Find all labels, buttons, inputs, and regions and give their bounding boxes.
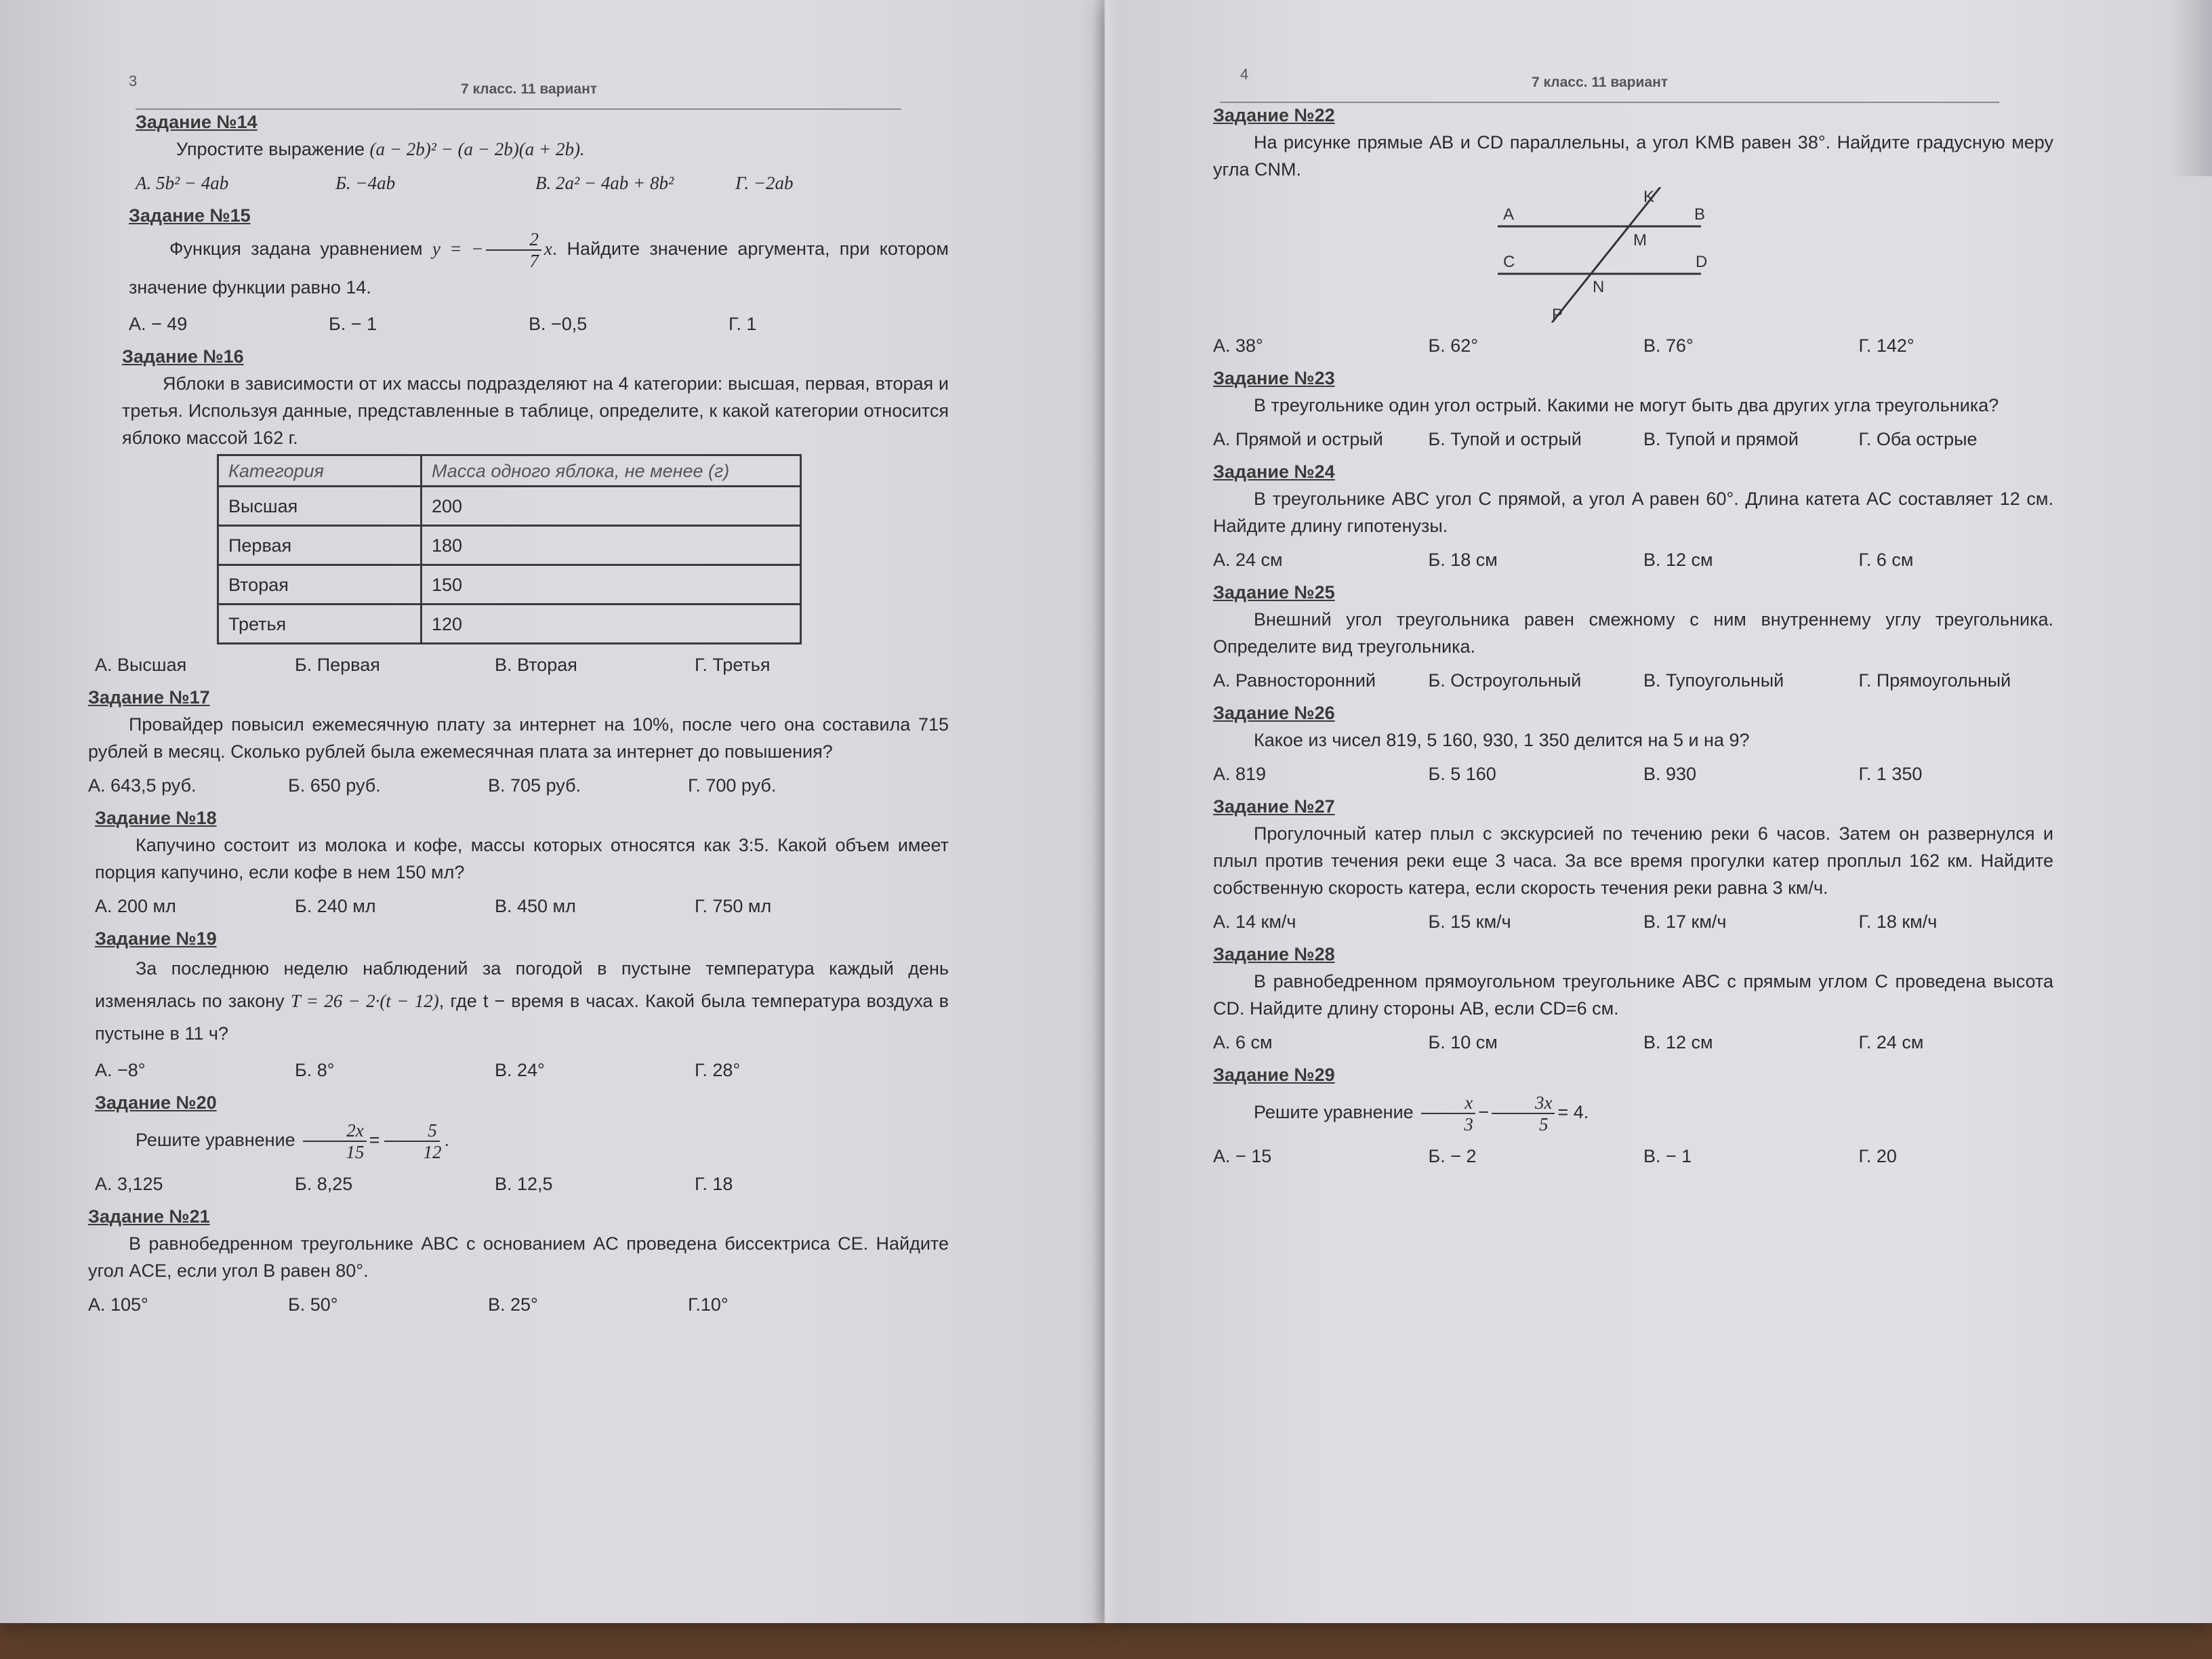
task-27 bbox=[1213, 793, 2053, 935]
answer-b: Б. 10 см bbox=[1428, 1032, 1498, 1052]
answer-c: В. 12 см bbox=[1643, 1032, 1713, 1052]
table-row bbox=[218, 487, 801, 526]
answer-c: В. 76° bbox=[1643, 335, 1694, 356]
fraction-numerator: 5 bbox=[384, 1120, 440, 1142]
page-4 bbox=[1213, 61, 2053, 1175]
task-text: Капучино состоит из молока и кофе, массы которых относятся как 3:5. Какой объем имеет порция капучино, если кофе в нем 150 мл? bbox=[95, 835, 949, 882]
label-m: M bbox=[1633, 231, 1647, 249]
answer-b: Б. 5 160 bbox=[1428, 764, 1496, 784]
task-24 bbox=[1213, 458, 2053, 573]
label-k: K bbox=[1643, 188, 1655, 206]
task-text: Внешний угол треугольника равен смежному с ним внутреннему углу треугольника. Определите вид треугольника. bbox=[1213, 609, 2053, 657]
task-title: Задание №24 bbox=[1213, 462, 1335, 482]
answer-d: Г. 142° bbox=[1858, 335, 1914, 356]
formula: T = 26 − 2·(t − 12) bbox=[290, 991, 439, 1011]
answer-c: В. 25° bbox=[488, 1294, 538, 1315]
task-21 bbox=[88, 1203, 949, 1318]
task-28 bbox=[1213, 941, 2053, 1056]
answer-d: Г. 28° bbox=[695, 1060, 741, 1080]
table-cell: Третья bbox=[218, 605, 422, 644]
answer-options bbox=[1213, 760, 2074, 787]
task-18 bbox=[95, 804, 949, 920]
task-text bbox=[95, 952, 949, 1050]
answer-b: Б. Остроугольный bbox=[1428, 670, 1582, 691]
task-16 bbox=[95, 343, 949, 678]
task-text: В треугольнике один угол острый. Какими не могут быть два других угла треугольника? bbox=[1254, 395, 1999, 415]
fraction-right bbox=[382, 1120, 441, 1162]
answer-d: Г. 750 мл bbox=[695, 896, 772, 916]
task-text: В равнобедренном прямоугольном треугольнике ABC с прямым углом C проведена высота CD. Найдите длину стороны AB, если CD=6 см. bbox=[1213, 971, 2053, 1019]
table-cell: Первая bbox=[218, 526, 422, 565]
task-text-prefix: Решите уравнение bbox=[136, 1130, 295, 1150]
answer-options bbox=[136, 169, 935, 197]
label-d: D bbox=[1696, 253, 1708, 271]
answer-options bbox=[95, 651, 895, 678]
task-20 bbox=[95, 1089, 949, 1197]
task-text: В треугольнике ABC угол C прямой, а угол A равен 60°. Длина катета AC составляет 12 см. Найдите длину гипотенузы. bbox=[1213, 489, 2053, 536]
fraction-denominator: 5 bbox=[1538, 1113, 1549, 1134]
answer-c: В. 24° bbox=[495, 1060, 545, 1080]
page-header bbox=[1213, 61, 2053, 102]
formula: (a − 2b)² − (a − 2b)(a + 2b). bbox=[369, 139, 585, 159]
table-cell: 150 bbox=[422, 565, 801, 605]
paper-fold-crease bbox=[1092, 0, 1117, 1623]
answer-options bbox=[129, 310, 928, 337]
task-title: Задание №23 bbox=[1213, 368, 1335, 388]
task-text: Какое из чисел 819, 5 160, 930, 1 350 делится на 5 и на 9? bbox=[1254, 730, 1750, 750]
fraction-numerator: 2x bbox=[303, 1120, 366, 1142]
answer-options bbox=[88, 1291, 888, 1318]
geometry-diagram bbox=[1498, 187, 1742, 323]
table-cell: Вторая bbox=[218, 565, 422, 605]
fraction-denominator: 3 bbox=[1464, 1113, 1473, 1134]
table-row bbox=[218, 565, 801, 605]
table-header-row bbox=[218, 455, 801, 487]
answer-d: Г. 18 км/ч bbox=[1858, 912, 1938, 932]
answer-c: В. 930 bbox=[1643, 764, 1697, 784]
task-title: Задание №27 bbox=[1213, 796, 1335, 817]
answer-b: Б. 650 руб. bbox=[288, 775, 381, 796]
answer-c: В. 17 км/ч bbox=[1643, 912, 1727, 932]
answer-c: В. 705 руб. bbox=[488, 775, 581, 796]
table-row bbox=[218, 526, 801, 565]
page-number: 4 bbox=[1240, 66, 1249, 83]
task-title: Задание №21 bbox=[88, 1206, 210, 1227]
task-text: Яблоки в зависимости от их массы подразделяют на 4 категории: высшая, первая, вторая и третья. Используя данные, представленные в таблице, определите, к какой категории относится яблоко массой 162 г. bbox=[122, 373, 949, 448]
answer-b: Б. 8° bbox=[295, 1060, 335, 1080]
task-text: Прогулочный катер плыл с экскурсией по течению реки 6 часов. Затем он развернулся и плыл против течения реки еще 3 часа. За все время прогулки катер проплыл 162 км. Найдите собственную скорость катера, если скорость течения реки равна 3 км/ч. bbox=[1213, 823, 2053, 898]
task-title: Задание №29 bbox=[1213, 1065, 1335, 1085]
fraction-numerator: 2 bbox=[486, 229, 541, 251]
task-17 bbox=[88, 684, 949, 799]
answer-a: А. 3,125 bbox=[95, 1174, 163, 1194]
answer-a: А. − 15 bbox=[1213, 1146, 1272, 1166]
task-text bbox=[95, 1116, 949, 1164]
answer-a: А. Высшая bbox=[95, 655, 187, 675]
answer-c: В. 12 см bbox=[1643, 550, 1713, 570]
answer-d: Г. 24 см bbox=[1858, 1032, 1924, 1052]
task-title: Задание №28 bbox=[1213, 944, 1335, 964]
answer-d: Г. Прямоугольный bbox=[1858, 670, 2011, 691]
task-text: В равнобедренном треугольнике ABC с основанием AC проведена биссектриса CE. Найдите угол ACE, если угол B равен 80°. bbox=[88, 1233, 949, 1281]
fraction-numerator: 3x bbox=[1492, 1092, 1555, 1114]
task-text-prefix: За последнюю неделю наблюдений за погодой в пустыне температура каждый день изменялась по закону bbox=[95, 958, 949, 1011]
equation-rhs: = 4 bbox=[1557, 1102, 1584, 1122]
answer-options bbox=[1213, 1029, 2074, 1056]
task-title: Задание №17 bbox=[88, 687, 210, 708]
sheet-shadow bbox=[2171, 0, 2212, 176]
answer-b: Б. Тупой и острый bbox=[1428, 429, 1582, 449]
task-text-suffix: , где t − время в часах. Какой была температура воздуха в пустыне в 11 ч? bbox=[95, 991, 949, 1044]
answer-options bbox=[95, 1170, 895, 1197]
page-header-title: 7 класс. 11 вариант bbox=[461, 81, 598, 97]
answer-c: В. Вторая bbox=[495, 655, 577, 675]
answer-d: Г.10° bbox=[688, 1294, 729, 1315]
answer-options bbox=[88, 772, 888, 799]
answer-d: Г. 1 350 bbox=[1858, 764, 1923, 784]
answer-options bbox=[1213, 1143, 2074, 1170]
answer-a: А. 24 см bbox=[1213, 550, 1283, 570]
answer-b: Б. 240 мл bbox=[295, 896, 376, 916]
answer-options bbox=[95, 893, 895, 920]
answer-b: Б. − 1 bbox=[329, 314, 377, 334]
task-text bbox=[129, 229, 949, 304]
answer-d: Г. 1 bbox=[729, 314, 757, 334]
answer-c: В. − 1 bbox=[1643, 1146, 1692, 1166]
task-title: Задание №20 bbox=[95, 1092, 217, 1113]
task-23 bbox=[1213, 365, 2053, 453]
answer-a: А. 643,5 руб. bbox=[88, 775, 197, 796]
task-text: Провайдер повысил ежемесячную плату за интернет на 10%, после чего она составила 715 рублей в месяц. Сколько рублей была ежемесячная плата за интернет до повышения? bbox=[88, 714, 949, 762]
task-text-prefix: Функция задана уравнением bbox=[169, 239, 423, 260]
label-a: A bbox=[1503, 205, 1515, 224]
minus-sign: − bbox=[1478, 1102, 1489, 1122]
fraction-denominator: 12 bbox=[423, 1141, 442, 1162]
answer-a: А. − 49 bbox=[129, 314, 188, 334]
table-cell: 120 bbox=[422, 605, 801, 644]
answer-b: Б. 62° bbox=[1428, 335, 1479, 356]
answer-d: Г. 700 руб. bbox=[688, 775, 777, 796]
task-text-suffix: . Найдите значение аргумента, при котором значение функции равно 14. bbox=[129, 239, 949, 298]
fraction-numerator: x bbox=[1421, 1092, 1475, 1114]
answer-c: В. 2a² − 4ab + 8b² bbox=[535, 173, 674, 193]
fraction bbox=[486, 229, 541, 271]
task-title: Задание №14 bbox=[136, 112, 258, 132]
answer-options bbox=[1213, 546, 2074, 573]
task-26 bbox=[1213, 699, 2053, 787]
answer-a: А. 105° bbox=[88, 1294, 148, 1315]
answer-b: Б. − 2 bbox=[1428, 1146, 1477, 1166]
answer-b: Б. 15 км/ч bbox=[1428, 912, 1511, 932]
answer-a: А. 38° bbox=[1213, 335, 1263, 356]
task-title: Задание №18 bbox=[95, 808, 217, 828]
task-text: На рисунке прямые AB и CD параллельны, а угол KMB равен 38°. Найдите градусную меру угла CNM. bbox=[1213, 132, 2053, 180]
answer-d: Г. Оба острые bbox=[1858, 429, 1978, 449]
task-25 bbox=[1213, 579, 2053, 694]
task-14 bbox=[136, 108, 949, 197]
answer-d: Г. 20 bbox=[1858, 1146, 1897, 1166]
transversal-kp bbox=[1552, 187, 1660, 323]
task-text-prefix: Упростите выражение bbox=[176, 139, 365, 159]
label-b: B bbox=[1694, 205, 1706, 224]
task-title: Задание №19 bbox=[95, 928, 217, 949]
answer-c: В. Тупоугольный bbox=[1643, 670, 1784, 691]
header-rule bbox=[136, 108, 901, 110]
answer-options bbox=[1213, 667, 2074, 694]
fraction-denominator: 15 bbox=[346, 1141, 365, 1162]
answer-options bbox=[1213, 908, 2074, 935]
table-row bbox=[218, 605, 801, 644]
label-n: N bbox=[1593, 278, 1605, 296]
table-header-cell: Категория bbox=[218, 455, 422, 487]
task-text bbox=[1213, 1088, 2053, 1136]
parallel-lines-figure bbox=[1498, 187, 1742, 323]
task-title: Задание №16 bbox=[122, 346, 244, 367]
task-15 bbox=[129, 202, 949, 337]
answer-options bbox=[95, 1057, 895, 1084]
task-title: Задание №15 bbox=[129, 205, 251, 226]
task-text-suffix: . bbox=[444, 1130, 449, 1150]
page-3 bbox=[81, 68, 949, 1324]
answer-c: В. Тупой и прямой bbox=[1643, 429, 1799, 449]
answer-a: А. 6 см bbox=[1213, 1032, 1273, 1052]
answer-d: Г. Третья bbox=[695, 655, 771, 675]
answer-options bbox=[1213, 332, 2074, 359]
task-text-suffix: . bbox=[1583, 1102, 1589, 1122]
answer-b: Б. 50° bbox=[288, 1294, 338, 1315]
answer-a: А. 5b² − 4ab bbox=[136, 173, 229, 193]
paper-sheet-left bbox=[0, 0, 1105, 1623]
page-header bbox=[81, 68, 949, 108]
answer-b: Б. Первая bbox=[295, 655, 380, 675]
answer-b: Б. 18 см bbox=[1428, 550, 1498, 570]
answer-c: В. 450 мл bbox=[495, 896, 576, 916]
answer-a: А. 14 км/ч bbox=[1213, 912, 1296, 932]
table-cell: 200 bbox=[422, 487, 801, 526]
answer-d: Г. −2ab bbox=[735, 173, 794, 193]
task-title: Задание №26 bbox=[1213, 703, 1335, 723]
answer-c: В. 12,5 bbox=[495, 1174, 553, 1194]
answer-d: Г. 18 bbox=[695, 1174, 733, 1194]
paper-sheet-right bbox=[1105, 0, 2212, 1623]
task-29 bbox=[1213, 1061, 2053, 1170]
category-table bbox=[217, 454, 802, 644]
header-rule bbox=[1220, 102, 1999, 103]
equals-sign: = bbox=[369, 1130, 380, 1150]
formula-rhs: x bbox=[544, 239, 552, 260]
answer-a: А. 200 мл bbox=[95, 896, 176, 916]
task-text bbox=[136, 136, 949, 163]
answer-a: А. Равносторонний bbox=[1213, 670, 1376, 691]
task-19 bbox=[95, 925, 949, 1084]
answer-b: Б. 8,25 bbox=[295, 1174, 353, 1194]
fraction-denominator: 7 bbox=[529, 251, 539, 271]
table-cell: 180 bbox=[422, 526, 801, 565]
answer-a: А. −8° bbox=[95, 1060, 146, 1080]
task-text-prefix: Решите уравнение bbox=[1254, 1102, 1414, 1122]
answer-a: А. 819 bbox=[1213, 764, 1267, 784]
formula-lhs: y = − bbox=[432, 239, 484, 260]
fraction-left bbox=[1421, 1092, 1475, 1134]
page-header-title: 7 класс. 11 вариант bbox=[1532, 75, 1668, 90]
page-number: 3 bbox=[129, 73, 138, 89]
task-title: Задание №25 bbox=[1213, 582, 1335, 602]
label-c: C bbox=[1503, 253, 1515, 271]
answer-d: Г. 6 см bbox=[1858, 550, 1914, 570]
task-title: Задание №22 bbox=[1213, 105, 1335, 125]
answer-options bbox=[1213, 426, 2074, 453]
table-cell: Высшая bbox=[218, 487, 422, 526]
task-22 bbox=[1213, 102, 2053, 359]
answer-a: А. Прямой и острый bbox=[1213, 429, 1383, 449]
answer-b: Б. −4ab bbox=[335, 173, 396, 193]
fraction-right bbox=[1492, 1092, 1555, 1134]
table-header-cell: Масса одного яблока, не менее (г) bbox=[422, 455, 801, 487]
label-p: P bbox=[1552, 306, 1563, 323]
answer-c: В. −0,5 bbox=[529, 314, 588, 334]
fraction-left bbox=[303, 1120, 366, 1162]
